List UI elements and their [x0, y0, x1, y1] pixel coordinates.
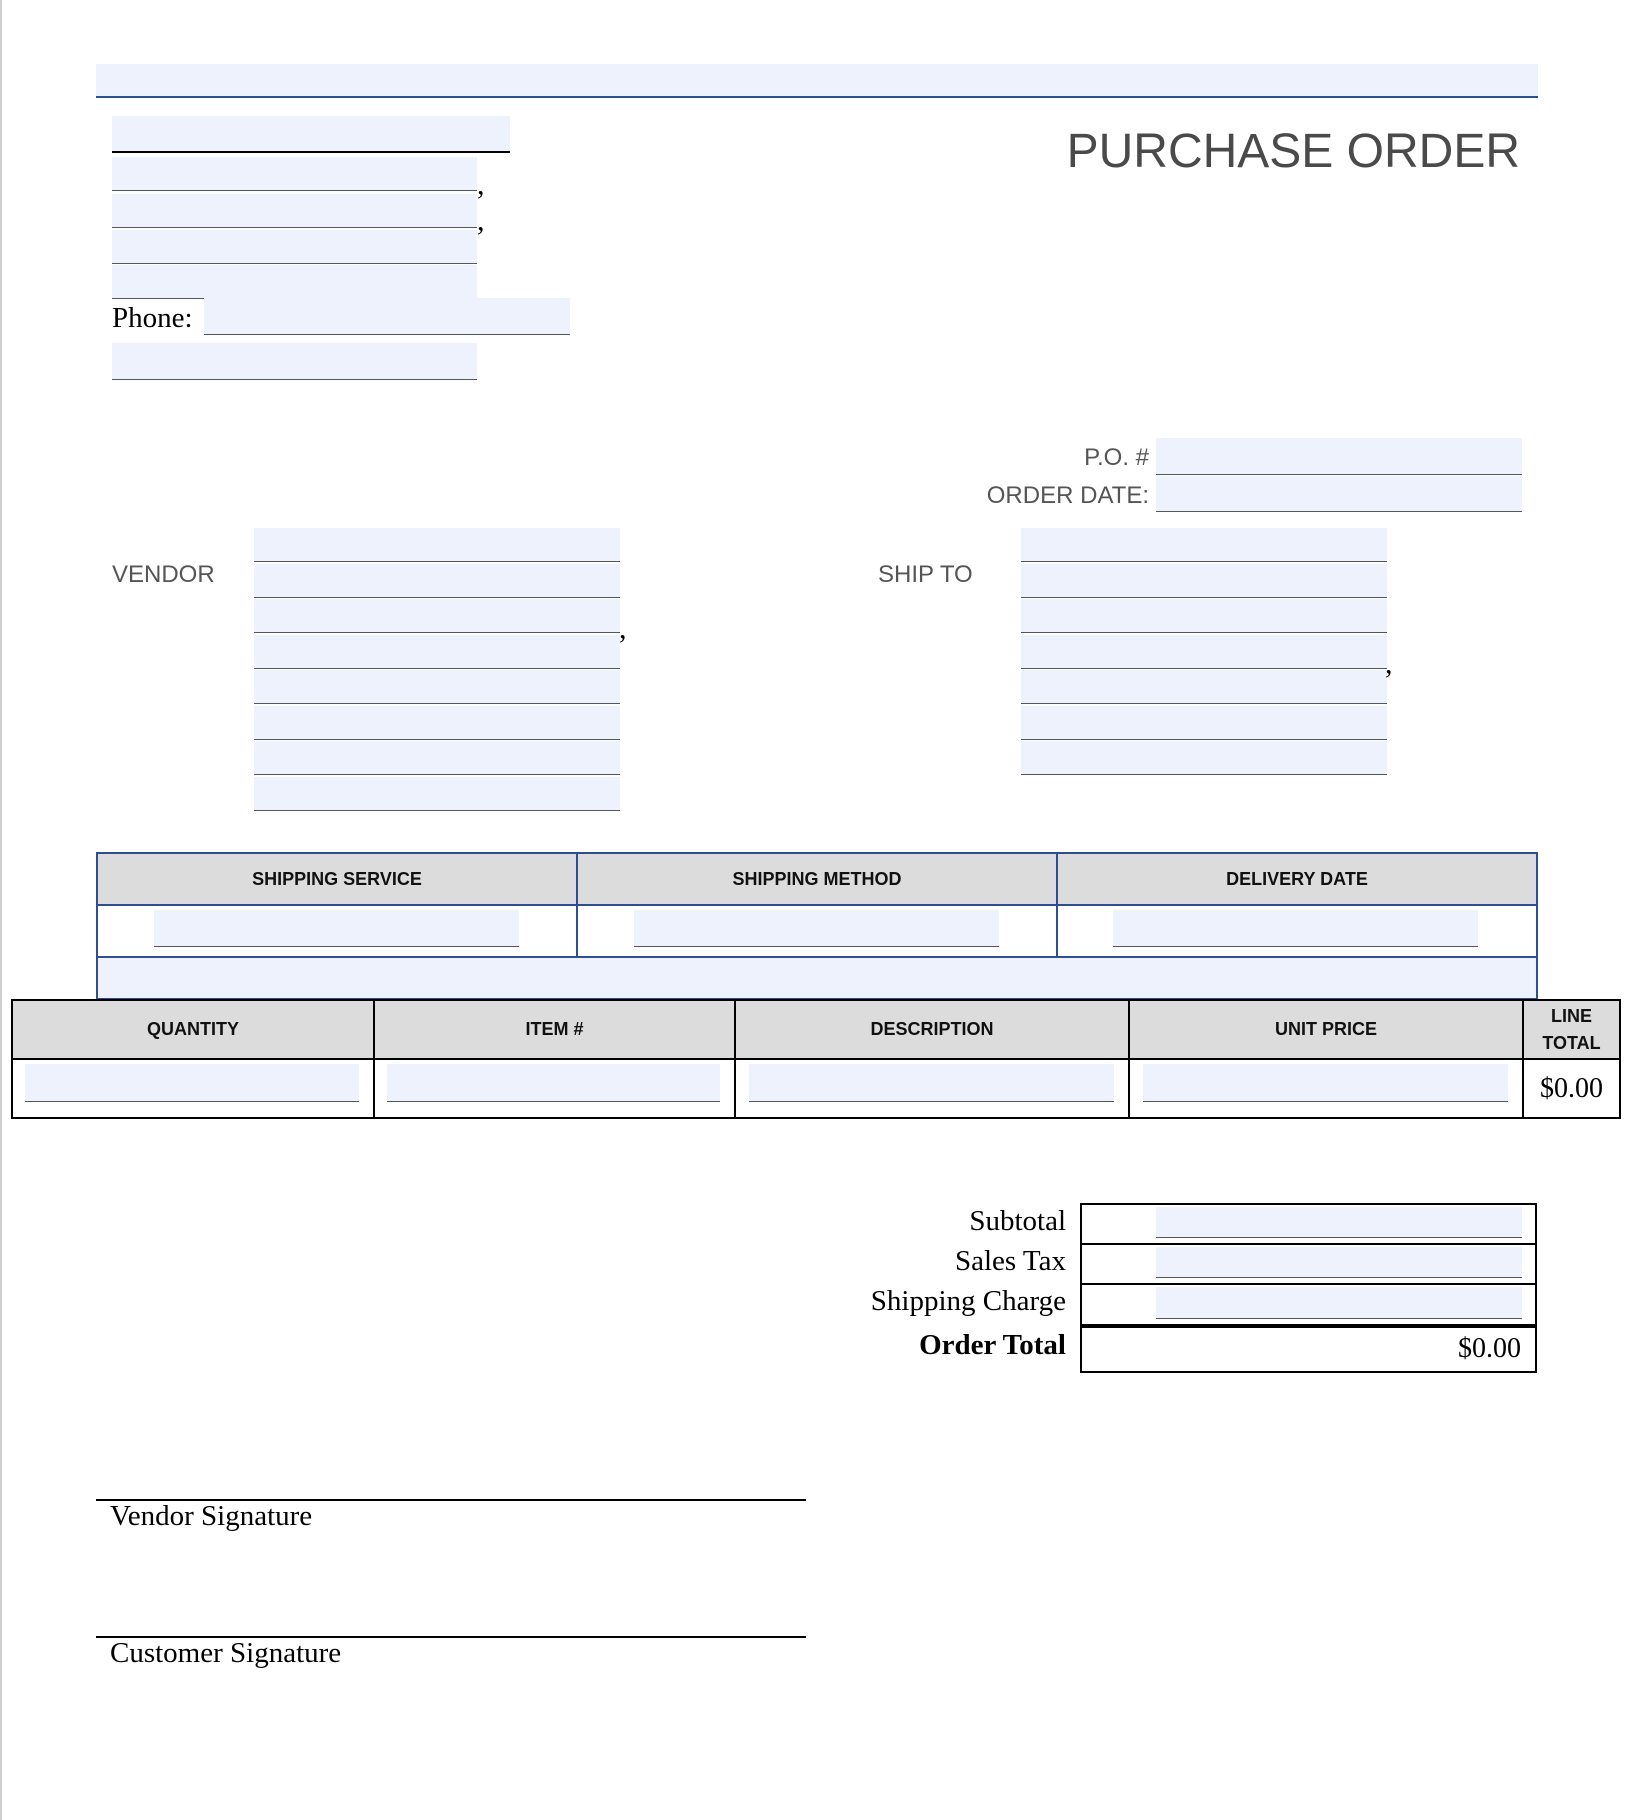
page-title: PURCHASE ORDER [1066, 125, 1520, 178]
vendor-line-3-field[interactable] [254, 599, 620, 633]
description-field[interactable] [749, 1064, 1114, 1102]
customer-signature-label: Customer Signature [110, 1637, 342, 1669]
email-field[interactable] [112, 343, 477, 380]
vendor-line-8-field[interactable] [254, 777, 620, 811]
quantity-header: QUANTITY [11, 999, 375, 1060]
line-total-header-label: LINE TOTAL [1542, 1005, 1601, 1053]
item-number-header: ITEM # [373, 999, 736, 1060]
ship-to-line-3-field[interactable] [1021, 599, 1387, 633]
sales-tax-field[interactable] [1156, 1247, 1522, 1278]
shipping-notes-bar[interactable] [96, 956, 1538, 1000]
ship-to-line-7-field[interactable] [1021, 741, 1387, 775]
ship-to-line-6-field[interactable] [1021, 706, 1387, 740]
vendor-line-4-field[interactable] [254, 635, 620, 669]
shipping-method-field[interactable] [634, 910, 999, 947]
vendor-line-5-field[interactable] [254, 670, 620, 704]
address-line-2-field[interactable] [112, 194, 477, 228]
vendor-line-1-field[interactable] [254, 528, 620, 562]
address-line-1-field[interactable] [112, 157, 477, 191]
vendor-comma: , [619, 612, 627, 645]
subtotal-label: Subtotal [969, 1205, 1066, 1237]
order-total-label: Order Total [919, 1329, 1066, 1361]
ship-to-line-4-field[interactable] [1021, 635, 1387, 669]
ship-to-line-2-field[interactable] [1021, 564, 1387, 598]
company-name-field[interactable] [112, 116, 510, 153]
shipping-method-header: SHIPPING METHOD [576, 852, 1058, 906]
address-line-3-field[interactable] [112, 230, 477, 264]
line-total-cell: $0.00 [1522, 1058, 1621, 1119]
sales-tax-label: Sales Tax [954, 1245, 1066, 1277]
header-banner-field[interactable] [96, 64, 1538, 98]
shipping-service-header: SHIPPING SERVICE [96, 852, 578, 906]
delivery-date-field[interactable] [1113, 910, 1478, 947]
phone-field[interactable] [204, 298, 570, 335]
ship-to-label: SHIP TO [878, 561, 973, 588]
address-comma-1: , [477, 168, 485, 201]
phone-label: Phone: [112, 302, 193, 334]
quantity-field[interactable] [25, 1064, 359, 1102]
shipping-service-field[interactable] [154, 910, 519, 947]
unit-price-field[interactable] [1143, 1064, 1508, 1102]
address-comma-2: , [477, 204, 485, 237]
unit-price-header: UNIT PRICE [1128, 999, 1524, 1060]
address-line-4-field[interactable] [112, 265, 477, 299]
shipping-charge-field[interactable] [1156, 1287, 1522, 1319]
po-number-field[interactable] [1156, 438, 1522, 475]
ship-to-line-5-field[interactable] [1021, 670, 1387, 704]
po-number-label: P.O. # [1084, 444, 1149, 471]
ship-to-line-1-field[interactable] [1021, 528, 1387, 562]
vendor-label: VENDOR [112, 561, 215, 588]
vendor-signature-label: Vendor Signature [110, 1500, 313, 1532]
subtotal-field[interactable] [1156, 1207, 1522, 1238]
shipping-charge-label: Shipping Charge [870, 1285, 1066, 1317]
vendor-line-2-field[interactable] [254, 564, 620, 598]
vendor-line-6-field[interactable] [254, 706, 620, 740]
description-header: DESCRIPTION [734, 999, 1130, 1060]
page-left-edge [0, 0, 2, 1820]
line-total-header [1522, 999, 1621, 1060]
order-total-cell: $0.00 [1080, 1324, 1537, 1373]
order-date-label: ORDER DATE: [986, 482, 1149, 509]
vendor-line-7-field[interactable] [254, 741, 620, 775]
ship-to-comma: , [1385, 647, 1393, 680]
order-date-field[interactable] [1156, 476, 1522, 512]
item-number-field[interactable] [387, 1064, 720, 1102]
delivery-date-header: DELIVERY DATE [1056, 852, 1538, 906]
